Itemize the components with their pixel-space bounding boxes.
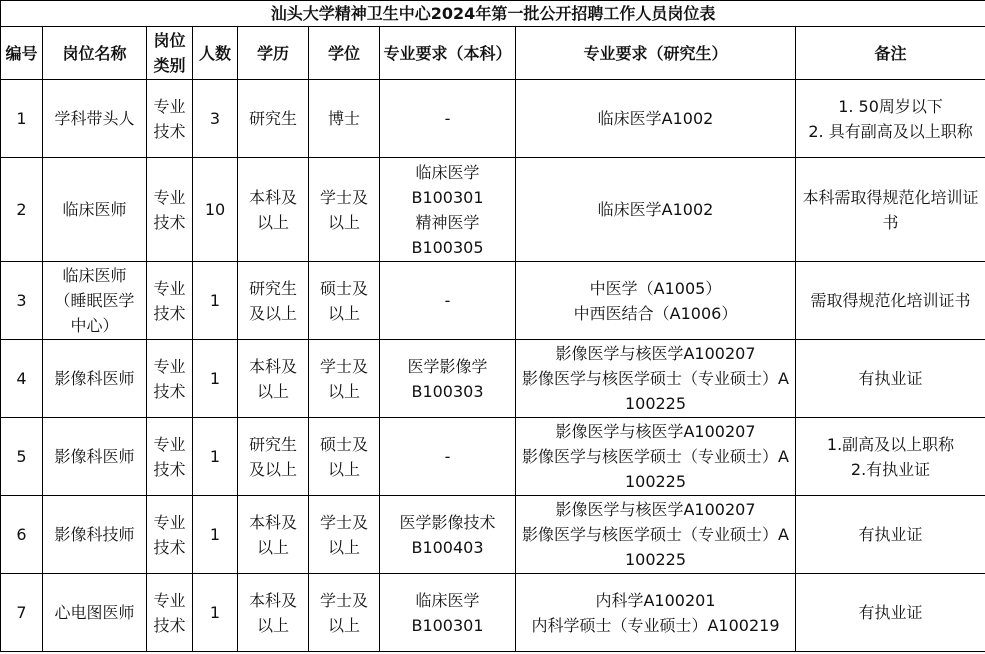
cell-major-undergrad-line: -	[444, 291, 451, 310]
cell-position-category-line: 技术	[153, 121, 186, 141]
cell-position-name	[43, 158, 147, 262]
cell-position-name-line: 临床医师	[62, 266, 127, 285]
cell-no: 1	[1, 80, 43, 158]
cell-no: 2	[1, 158, 43, 262]
cell-degree-line: 以上	[327, 615, 360, 635]
cell-major-undergrad-line: B100301	[411, 615, 484, 635]
header-remarks: 备注	[796, 27, 985, 80]
table-row	[1, 496, 985, 574]
cell-count: 1	[193, 496, 238, 574]
cell-degree-line: 学士及	[319, 590, 368, 610]
cell-position-name-line: 影像科医师	[54, 447, 135, 466]
cell-degree-line: 以上	[327, 212, 360, 232]
cell-position-category-line: 专业	[153, 590, 186, 610]
cell-position-name	[43, 80, 147, 158]
cell-education-line: 及以上	[248, 303, 297, 323]
cell-remarks-line: 本科需取得规范化培训证书	[802, 187, 979, 232]
cell-major-undergrad	[380, 340, 516, 418]
cell-major-undergrad	[380, 158, 516, 262]
cell-position-category-line: 技术	[153, 212, 186, 232]
table-body	[1, 80, 985, 652]
cell-major-undergrad-line: B100303	[411, 381, 484, 401]
cell-major-undergrad-line: B100305	[411, 237, 484, 257]
cell-education	[238, 340, 309, 418]
cell-position-name	[43, 574, 147, 652]
cell-major-grad	[516, 418, 796, 496]
cell-education-line: 以上	[256, 537, 289, 557]
cell-remarks-line: 有执业证	[858, 369, 923, 388]
header-major-grad: 专业要求（研究生）	[516, 27, 796, 80]
cell-position-name	[43, 496, 147, 574]
cell-education-line: 本科及	[248, 187, 297, 207]
cell-education-line: 本科及	[248, 512, 297, 532]
cell-major-grad-line: 影像医学与核医学硕士（专业硕士）A100225	[522, 369, 789, 413]
cell-major-grad-line: 内科学A100201	[595, 590, 716, 610]
cell-major-undergrad-line: 精神医学	[415, 212, 480, 232]
cell-major-grad	[516, 496, 796, 574]
cell-education-line: 研究生	[248, 278, 297, 298]
cell-degree-line: 以上	[327, 381, 360, 401]
cell-major-grad-line: 影像医学与核医学硕士（专业硕士）A100225	[522, 447, 789, 491]
cell-degree-line: 学士及	[319, 187, 368, 207]
cell-major-grad-line: 影像医学与核医学A100207	[555, 422, 756, 441]
cell-no: 3	[1, 262, 43, 340]
cell-degree	[309, 418, 380, 496]
cell-position-name-line: 心电图医师	[54, 603, 135, 622]
header-education: 学历	[238, 27, 309, 80]
cell-major-undergrad	[380, 262, 516, 340]
cell-education-line: 研究生	[248, 109, 297, 128]
cell-degree-line: 以上	[327, 537, 360, 557]
cell-position-category	[147, 574, 193, 652]
cell-remarks-line: 2.有执业证	[850, 459, 931, 479]
cell-major-undergrad-line: -	[444, 447, 451, 466]
cell-education	[238, 80, 309, 158]
cell-education-line: 本科及	[248, 356, 297, 376]
cell-major-undergrad-line: 临床医学	[415, 162, 480, 182]
cell-no: 4	[1, 340, 43, 418]
cell-major-grad-line: 中医学（A1005）	[589, 278, 722, 298]
cell-degree-line: 以上	[327, 459, 360, 479]
cell-major-undergrad-line: 临床医学	[415, 590, 480, 610]
cell-position-category	[147, 418, 193, 496]
cell-education-line: 研究生	[248, 434, 297, 454]
cell-major-undergrad	[380, 418, 516, 496]
cell-degree	[309, 340, 380, 418]
cell-major-undergrad	[380, 574, 516, 652]
cell-degree	[309, 80, 380, 158]
cell-degree-line: 硕士及	[319, 434, 368, 454]
header-position-name: 岗位名称	[43, 27, 147, 80]
cell-position-category-line: 专业	[153, 278, 186, 298]
cell-education	[238, 418, 309, 496]
cell-position-name	[43, 418, 147, 496]
table-row	[1, 418, 985, 496]
cell-remarks	[796, 574, 985, 652]
cell-major-grad-line: 影像医学与核医学硕士（专业硕士）A100225	[522, 525, 789, 569]
cell-major-grad	[516, 340, 796, 418]
cell-remarks	[796, 262, 985, 340]
cell-major-undergrad	[380, 80, 516, 158]
cell-remarks	[796, 496, 985, 574]
cell-position-name-line: （睡眠医学	[54, 291, 135, 310]
cell-count: 1	[193, 340, 238, 418]
cell-position-name	[43, 262, 147, 340]
cell-degree	[309, 158, 380, 262]
cell-position-category-line: 专业	[153, 96, 186, 116]
cell-count: 3	[193, 80, 238, 158]
cell-position-category	[147, 340, 193, 418]
header-count: 人数	[193, 27, 238, 80]
cell-position-name-line: 中心）	[70, 316, 119, 335]
cell-no: 7	[1, 574, 43, 652]
header-no: 编号	[1, 27, 43, 80]
table-title: 汕头大学精神卫生中心2024年第一批公开招聘工作人员岗位表	[1, 1, 985, 27]
cell-education-line: 本科及	[248, 590, 297, 610]
cell-major-grad	[516, 80, 796, 158]
cell-major-grad	[516, 574, 796, 652]
cell-major-undergrad-line: -	[444, 109, 451, 128]
cell-education	[238, 262, 309, 340]
cell-no: 5	[1, 418, 43, 496]
header-degree: 学位	[309, 27, 380, 80]
cell-count: 10	[193, 158, 238, 262]
cell-major-undergrad	[380, 496, 516, 574]
cell-major-undergrad-line: B100403	[411, 537, 484, 557]
cell-major-grad-line: 中西医结合（A1006）	[573, 303, 738, 323]
cell-position-category-line: 专业	[153, 187, 186, 207]
cell-remarks-line: 1. 50周岁以下	[838, 96, 943, 116]
cell-remarks-line: 1.副高及以上职称	[826, 434, 955, 454]
cell-major-grad-line: 临床医学A1002	[597, 109, 714, 128]
cell-position-category	[147, 158, 193, 262]
cell-position-name	[43, 340, 147, 418]
cell-major-grad-line: 影像医学与核医学A100207	[555, 500, 756, 519]
cell-position-category	[147, 262, 193, 340]
cell-degree-line: 学士及	[319, 512, 368, 532]
cell-education-line: 以上	[256, 381, 289, 401]
cell-position-category-line: 专业	[153, 512, 186, 532]
cell-position-category-line: 专业	[153, 356, 186, 376]
cell-education-line: 以上	[256, 212, 289, 232]
cell-education	[238, 574, 309, 652]
cell-remarks	[796, 340, 985, 418]
cell-position-category	[147, 496, 193, 574]
cell-position-category-line: 技术	[153, 381, 186, 401]
table-row	[1, 340, 985, 418]
cell-remarks	[796, 418, 985, 496]
cell-position-category	[147, 80, 193, 158]
table-row	[1, 574, 985, 652]
cell-degree-line: 博士	[327, 109, 360, 128]
cell-degree-line: 以上	[327, 303, 360, 323]
cell-major-undergrad-line: 医学影像技术	[399, 512, 496, 532]
cell-degree	[309, 574, 380, 652]
cell-major-grad-line: 内科学硕士（专业硕士）A100219	[531, 615, 780, 635]
cell-remarks	[796, 80, 985, 158]
cell-remarks-line: 需取得规范化培训证书	[810, 291, 971, 310]
cell-major-grad-line: 影像医学与核医学A100207	[555, 344, 756, 363]
cell-major-grad	[516, 158, 796, 262]
cell-position-name-line: 学科带头人	[54, 109, 135, 128]
cell-count: 1	[193, 418, 238, 496]
cell-degree-line: 学士及	[319, 356, 368, 376]
header-row	[1, 27, 985, 80]
cell-position-name-line: 影像科医师	[54, 369, 135, 388]
cell-count: 1	[193, 574, 238, 652]
cell-position-category-line: 技术	[153, 615, 186, 635]
cell-degree	[309, 496, 380, 574]
table-row	[1, 262, 985, 340]
cell-degree-line: 硕士及	[319, 278, 368, 298]
cell-position-name-line: 影像科技师	[54, 525, 135, 544]
cell-position-category-line: 技术	[153, 303, 186, 323]
cell-education	[238, 496, 309, 574]
cell-position-category-line: 技术	[153, 537, 186, 557]
cell-major-undergrad-line: B100301	[411, 187, 484, 207]
cell-position-category-line: 技术	[153, 459, 186, 479]
cell-remarks-line: 有执业证	[858, 525, 923, 544]
cell-major-undergrad-line: 医学影像学	[407, 356, 488, 376]
cell-remarks-line: 有执业证	[858, 603, 923, 622]
cell-education-line: 以上	[256, 615, 289, 635]
cell-no: 6	[1, 496, 43, 574]
header-major-undergrad: 专业要求（本科）	[380, 27, 516, 80]
cell-education-line: 及以上	[248, 459, 297, 479]
cell-position-category-line: 专业	[153, 434, 186, 454]
header-position-category: 岗位类别	[147, 27, 193, 80]
cell-count: 1	[193, 262, 238, 340]
cell-position-name-line: 临床医师	[62, 200, 127, 219]
cell-degree	[309, 262, 380, 340]
cell-major-grad	[516, 262, 796, 340]
cell-remarks	[796, 158, 985, 262]
cell-remarks-line: 2. 具有副高及以上职称	[808, 121, 973, 141]
cell-major-grad-line: 临床医学A1002	[597, 200, 714, 219]
cell-education	[238, 158, 309, 262]
table-row	[1, 80, 985, 158]
table-row	[1, 158, 985, 262]
